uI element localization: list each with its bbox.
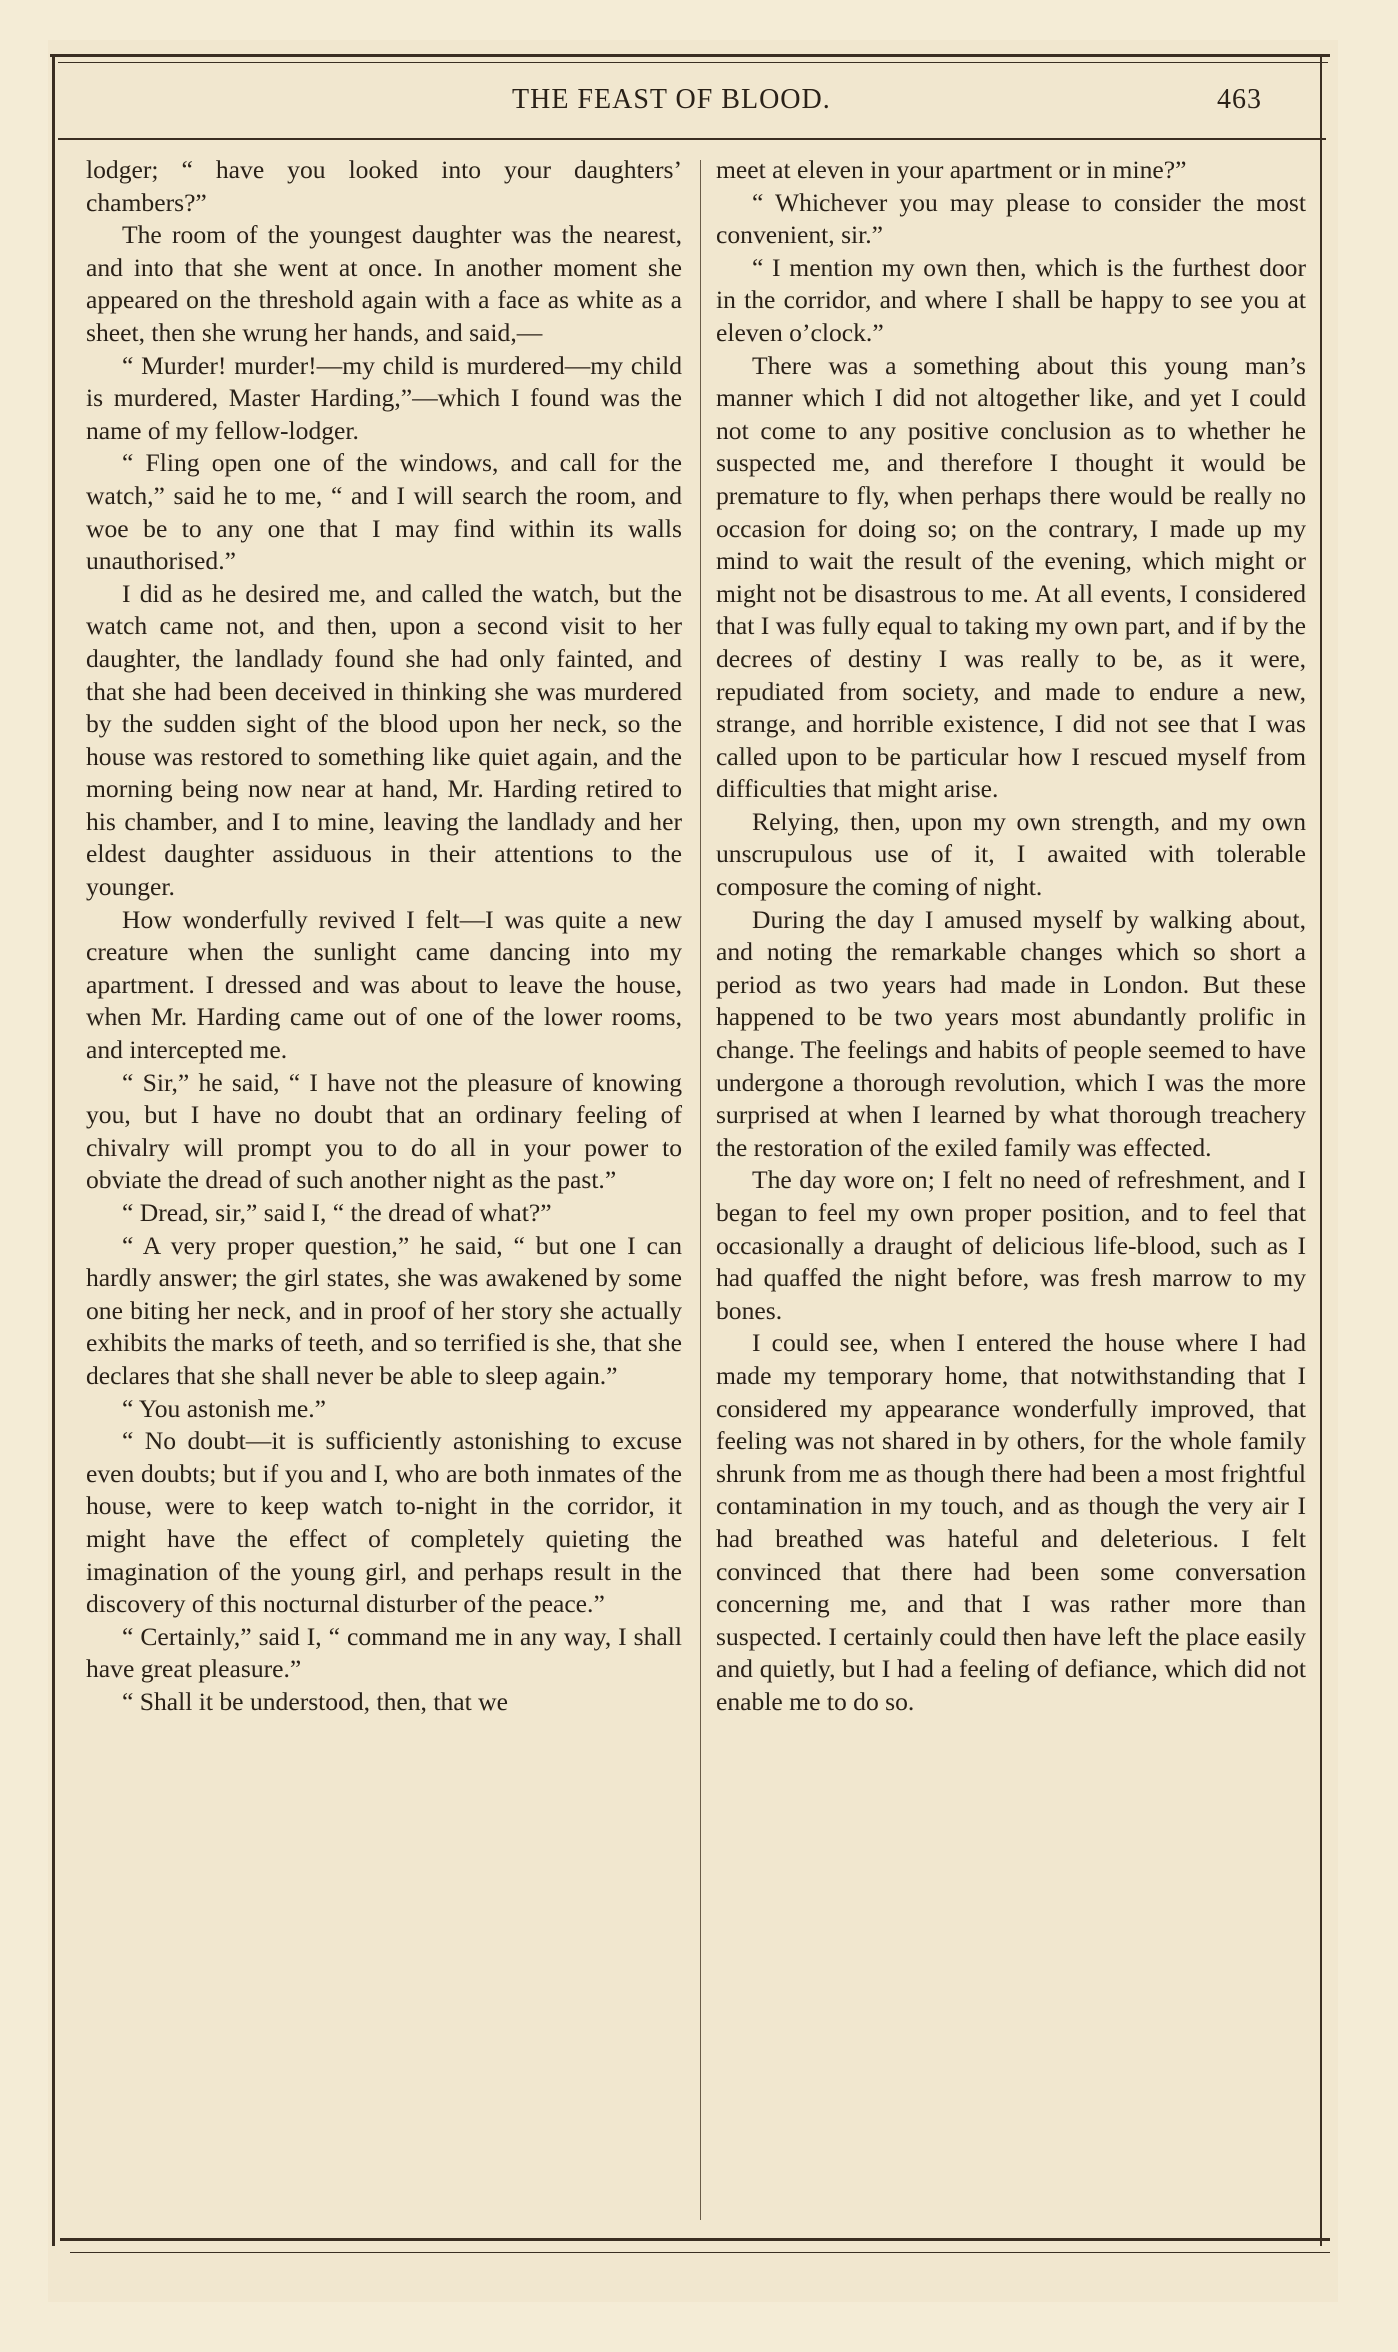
paragraph: “ No doubt—it is sufficiently astonishing to excuse even doubts; but if you and I, who are both inmates of the house, were to keep watch to-night in the corridor, it might have the effect of completely quieting the imagination of the young girl, and perhaps result in the discovery of this nocturnal disturber of the peace.”: [86, 1426, 682, 1619]
paragraph: “ Dread, sir,” said I, “ the dread of what?”: [122, 1198, 552, 1227]
right-column: [716, 154, 1306, 1719]
bottom-border-rule: [60, 2238, 1330, 2241]
paragraph: How wonderfully revived I felt—I was quite a new creature when the sunlight came dancing into my apartment. I dressed and was about to leave the house, when Mr. Harding came out of one of the lower rooms, and intercepted me.: [86, 904, 682, 1065]
paragraph: “ A very proper question,” he said, “ but one I can hardly answer; the girl states, she was awakened by some one biting her neck, and in proof of her story she actually exhibits the marks of teeth, and so terrified is she, that she declares that she shall never be able to sleep again.”: [86, 1230, 682, 1390]
bottom-border-thin-rule: [70, 2252, 1330, 2253]
paragraph: lodger; “ have you looked into your daughters’ chambers?”: [86, 155, 682, 217]
paragraph: Relying, then, upon my own strength, and my own unscrupulous use of it, I awaited with tolerable composure the coming of night.: [716, 806, 1306, 902]
paragraph: During the day I amused myself by walking about, and noting the remarkable changes which so short a period as two years had made in London. But these happened to be two years most abundantly prolific in change. The feelings and habits of people seemed to have undergone a thorough revolution, which I was the more surprised at when I learned by what thorough treachery the restoration of the exiled family was effected.: [716, 904, 1306, 1162]
right-border-rule: [1320, 56, 1322, 2246]
top-border-thin-rule: [58, 62, 1328, 63]
paragraph: meet at eleven in your apartment or in mine?”: [716, 155, 1187, 184]
paragraph: “ Whichever you may please to consider the most convenient, sir.”: [716, 187, 1306, 250]
paragraph: The room of the youngest daughter was the nearest, and into that she went at once. In another moment she appeared on the threshold again with a face as white as a sheet, then she wrung her hands, and said,—: [86, 220, 682, 347]
paragraph: “ Certainly,” said I, “ command me in any way, I shall have great pleasure.”: [86, 1621, 682, 1684]
running-title: THE FEAST OF BLOOD.: [512, 84, 831, 115]
paragraph: I could see, when I entered the house where I had made my temporary home, that notwithstanding that I considered my appearance wonderfully improved, that feeling was not shared in by others, for the whole family shrunk from me as though there had been a most frightful contamination in my touch, and as though the very air I had breathed was hateful and deleterious. I felt convinced that there had been some conversation concerning me, and that I was rather more than suspected. I certainly could then have left the place easily and quietly, but I had a feeling of defiance, which did not enable me to do so.: [716, 1328, 1306, 1716]
paragraph: The day wore on; I felt no need of refreshment, and I began to feel my own proper position, and to feel that occasionally a draught of delicious life-blood, such as I had quaffed the night before, was fresh marrow to my bones.: [716, 1165, 1306, 1325]
paragraph: “ Fling open one of the windows, and call for the watch,” said he to me, “ and I will search the room, and woe be to any one that I may find within its walls unauthorised.”: [86, 448, 682, 576]
paragraph: “ I mention my own then, which is the furthest door in the corridor, and where I shall be happy to see you at eleven o’clock.”: [716, 252, 1306, 347]
column-divider: [700, 160, 701, 2220]
header-rule: [58, 138, 1326, 140]
left-column: [86, 154, 682, 1719]
paragraph: “ Shall it be understood, then, that we: [122, 1686, 508, 1716]
paragraph: I did as he desired me, and called the watch, but the watch came not, and then, upon a second visit to her daughter, the landlady found she had only fainted, and that she had been deceived in thinking she was murdered by the sudden sight of the blood upon her neck, so the house was restored to something like quiet again, and the morning being now near at hand, Mr. Harding retired to his chamber, and I to mine, leaving the landlady and her eldest daughter assiduous in their attentions to the younger.: [86, 578, 682, 902]
running-head: [70, 84, 1300, 124]
paragraph: “ You astonish me.”: [122, 1393, 327, 1423]
left-border-rule: [52, 56, 55, 2246]
page-number: 463: [1217, 84, 1262, 115]
top-border-rule: [50, 54, 1330, 57]
paragraph: “ Sir,” he said, “ I have not the pleasure of knowing you, but I have no doubt that an ordinary feeling of chivalry will prompt you to do all in your power to obviate the dread of such another night as the past.”: [86, 1067, 682, 1195]
paragraph: “ Murder! murder!—my child is murdered—my child is murdered, Master Harding,”—which I found was the name of my fellow-lodger.: [86, 350, 682, 445]
paragraph: There was a something about this young man’s manner which I did not altogether like, and yet I could not come to any positive conclusion as to whether he suspected me, and therefore I thought it would be premature to fly, when perhaps there would be really no occasion for doing so; on the contrary, I made up my mind to wait the result of the evening, which might or might not be disastrous to me. At all events, I considered that I was fully equal to taking my own part, and if by the decrees of destiny I was really to be, as it were, repudiated from society, and made to endure a new, strange, and horrible existence, I did not see that I was called upon to be particular how I rescued myself from difficulties that might arise.: [716, 350, 1306, 804]
